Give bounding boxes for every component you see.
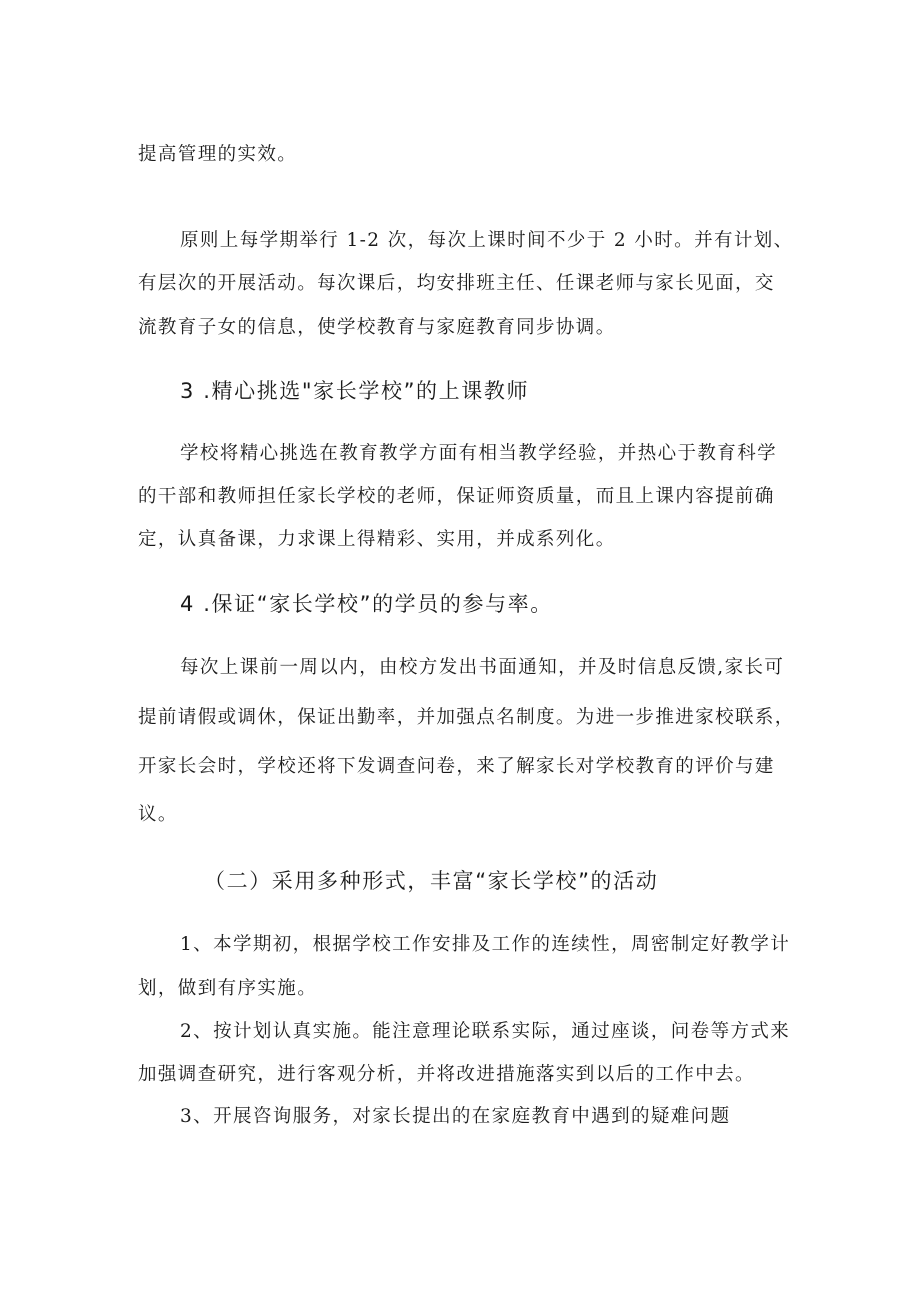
body-text-line: 3、开展咨询服务，对家长提出的在家庭教育中遇到的疑难问题 bbox=[180, 1106, 731, 1127]
body-text-line: 2、按计划认真实施。能注意理论联系实际，通过座谈，问卷等方式来 bbox=[180, 1021, 791, 1042]
section-heading: （二）采用多种形式，丰富“家长学校”的活动 bbox=[204, 869, 659, 893]
section-heading: 4 .保证“家长学校”的学员的参与率。 bbox=[180, 592, 553, 616]
body-text-line: 提高管理的实效。 bbox=[138, 144, 298, 165]
body-text-line: 开家长会时，学校还将下发调查问卷，来了解家长对学校教育的评价与建 bbox=[138, 756, 775, 777]
body-text-line: 定，认真备课，力求课上得精彩、实用，并成系列化。 bbox=[138, 529, 616, 550]
body-text-line: 划，做到有序实施。 bbox=[138, 978, 318, 999]
body-text-line: 有层次的开展活动。每次课后，均安排班主任、任课老师与家长见面，交 bbox=[138, 273, 775, 294]
body-text-line: 的干部和教师担任家长学校的老师，保证师资质量，而且上课内容提前确 bbox=[138, 486, 775, 507]
section-heading: 3 .精心挑选"家长学校”的上课教师 bbox=[180, 379, 530, 403]
body-text-line: 每次上课前一周以内，由校方发出书面通知，并及时信息反馈,家长可 bbox=[180, 657, 785, 678]
body-text-line: 流教育子女的信息，使学校教育与家庭教育同步协调。 bbox=[138, 317, 616, 338]
body-text-line: 学校将精心挑选在教育教学方面有相当教学经验，并热心于教育科学 bbox=[180, 443, 778, 464]
body-text-line: 加强调查研究，进行客观分析，并将改进措施落实到以后的工作中去。 bbox=[138, 1064, 755, 1085]
body-text-line: 1、本学期初，根据学校工作安排及工作的连续性，周密制定好教学计 bbox=[180, 934, 791, 955]
body-text-line: 提前请假或调休，保证出勤率，并加强点名制度。为进一步推进家校联系， bbox=[138, 707, 795, 728]
body-text-line: 原则上每学期举行 1-2 次，每次上课时间不少于 2 小时。并有计划、 bbox=[180, 230, 794, 251]
body-text-line: 议。 bbox=[138, 804, 178, 825]
